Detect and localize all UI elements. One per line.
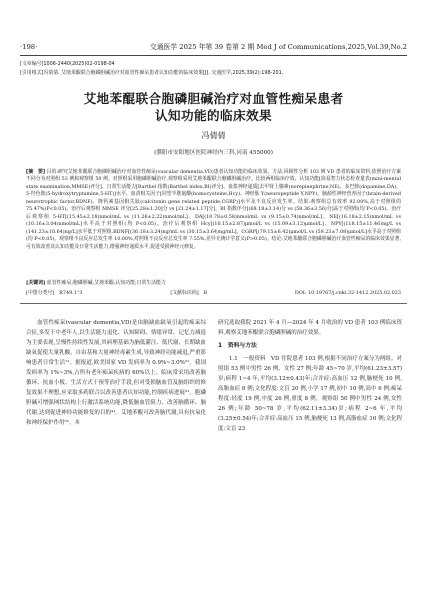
section-heading: 1 资料与方法 <box>218 343 257 350</box>
subsection-heading: 1.1 一般资料 <box>229 356 266 363</box>
citation-format: [引用格式]冯倩倩. 艾地苯醌联合胞磷胆碱治疗对血管性痴呆患者认知功能的临床效果[J]. 交通医学,2025,39(2):198-201. <box>20 69 284 76</box>
keywords-label: [关键词] <box>26 280 46 286</box>
left-column <box>26 318 206 429</box>
header-rule <box>20 55 407 56</box>
title-line-1: 艾地苯醌联合胞磷胆碱治疗对血管性痴呆患者 <box>83 91 344 106</box>
page-number: ·198· <box>20 43 38 51</box>
right-column <box>218 318 402 435</box>
title-line-2: 认知功能的临床效果 <box>155 108 272 123</box>
affiliation: (濮阳市安阳地区医院神经内三科,河南 455000) <box>154 150 273 156</box>
author: 冯倩倩 <box>201 131 226 140</box>
document-code: [文献标识码] B <box>170 290 208 296</box>
subsection-body: VD 住院患者 103 例,根据不同治疗方案分为两组。对照组 53 例中男性 26 例、女性 27 例;年龄 45~70 岁,平均(61.23±3.57)岁;病程 1~4 年,平均(3.12±0.43)年;合并症:高血压 12 例,脑梗死 10 例,高脂血症 8 例;文化程度:文盲 20 例,小学 17 例,初中 10 例,高中 6 例;痴呆程度:轻度 19 例,中度 26 例,重度 8 例。观察组 50 例中男性 24 例,女性 26 例;年龄 50~78 岁,平均(62.11±3.34)岁;病程 2~6 年,平均(3.25±0.54)年;合并症:高血压 15 例,脑梗死 13 例,高脂血症 10 例;文化程度:文盲 23 <box>218 356 402 433</box>
clc-number: [中图分类号] R749.1⁺3 <box>26 290 83 296</box>
running-head <box>20 40 407 54</box>
section-rule <box>20 303 407 304</box>
keywords-text: 血管性痴呆;胞磷胆碱;艾地苯醌;认知功能;日常生活能力 <box>46 280 166 286</box>
abstract-label: [摘 要] <box>26 169 46 175</box>
abstract <box>26 169 401 251</box>
article-number: [文章编号]1006-2440(2025)02-0198-04 <box>20 61 115 67</box>
article-title <box>20 90 407 124</box>
classification-line <box>26 290 401 297</box>
body-paragraph <box>218 354 402 434</box>
keywords <box>26 280 401 287</box>
body-paragraph: 血管性痴呆(vascular dementia,VD)是由脑缺血缺氧引起的痴呆综合征,多发于中老年人,以生活能力退化、认知障碍、情绪异常、记忆力减退为主要表现,呈慢性持续性发展,其病理基础为脑低灌注、低代谢、长期缺血缺氧促使大量乳酸、自由基和大量神经毒素生成,导致神经功能减退,严重影响患者日常生活¹¹。据报道,欧美国家 VD 发病率为 0.9%~3.0%²¹。我国发病率为 1%~3%,占所有老年痴呆疾病的 60%以上。临床常采用改善脑循环、抗血小板、生活方式干预等治疗手段,但对受损脑血管及脑组织的修复效果不理想,应采取多药联合以改善患者认知功能,控制疾病进展³¹。胞磷胆碱可增强网状结构上行激活系统功能,降低脑血管阻力、改善脑循环、脑代谢,达到促进神经功能修复的目的⁴¹。艾地苯醌可改善脑代谢,具有抗氧化和神经保护作用⁵¹。本 <box>26 320 206 427</box>
abstract-text: 目的:研究艾地苯醌联合胞磷胆碱治疗对血管性痴呆(vascular dementia,VD)患者认知功能的临床效果。方法:回顾性分析 103 例 VD 患者的临床资料,依照治疗方案不同分为对照组 53 例和观察组 50 例。对照组采用胞磷胆碱治疗,观察组采用艾地苯醌联合胞磷胆碱治疗。比较两组临床疗效、认知功能[简易智力状态检查量表(mini-mental state examination,MMSE)评分]、日常生活能力[Barthel 指数(Barthel index,BI)评分]、血浆神经递质[去甲肾上腺素(norepinephrine,NE)、多巴胺(dopamine,DA)、5-羟色胺(5-hydroxytryptamine,5-HT)]水平、血清相关因子[同型半胱氨酸(homocysteine,Hcy)、神经肽 Y(neuropeptide Y,NPY)、脑源性神经营养因子(brain-derived neurotrophic factor,BDNF)、降钙素基因相关肽(calcitonin gene related peptide,CGRP)]水平及不良反应发生率。结果:观察组总有效率 92.00%,高于对照组的 75.47%(P<0.05)。治疗后观察组 MMSE 评分[25.28±1.20]分 vs [21.24±1.17]分]、BI 指数评分[(68.18±3.14)分 vs (58.36±3.56)分]高于对照组(均 P<0.05)。治疗后观察组 5-HT[(15.45±2.18)nmol/mL vs (11.26±2.22)nmol/mL]、DA[(10.78±0.58)nmol/mL vs (9.15±0.74)nmol/mL]、NE[(16.18±2.15)nmol/mL vs (10.16±3.04)nmol/mL]水平高于对照组(均 P<0.05)。治疗后观察组 Hcy[(10.15±2.87)μmol/L vs (15.09±3.12)μmol/L]、NPY[(118.15±11.46)ng/L vs (141.23±10.64)ng/L]水平低于对照组,BDNF[(36.18±3.24)ng/mL vs (30.15±3.64)ng/mL]、CGRP[(79.15±6.42)μmol/L vs (59.23±7.08)μmol/L]水平高于对照组(均 P<0.05)。观察组不良反应总发生率 10.00%,对照组不良反应总发生率 7.55%,差异无统计学意义(P>0.05)。结论:艾地苯醌联合胞磷胆碱治疗血管性痴呆的临床效果显著,可有效改善其认知功能及日常生活能力,增强神经递质水平,促进受损神经元修复。 <box>26 169 402 250</box>
doi: DOI: 10.19767/j.cnki.32-1412.2025.02.023 <box>294 290 401 296</box>
journal-header: 交通医学 2025 年第 39 卷第 2 期 Med J of Communications,2025,Vol.39,No.2 <box>149 43 407 51</box>
article-meta <box>20 60 407 77</box>
intro-continuation: 研究选取我院 2021 年 4 月—2024 年 4 月收治的 VD 患者 103 例临床资料,观察艾地苯醌联合胞磷胆碱的治疗效果。 <box>218 320 402 337</box>
